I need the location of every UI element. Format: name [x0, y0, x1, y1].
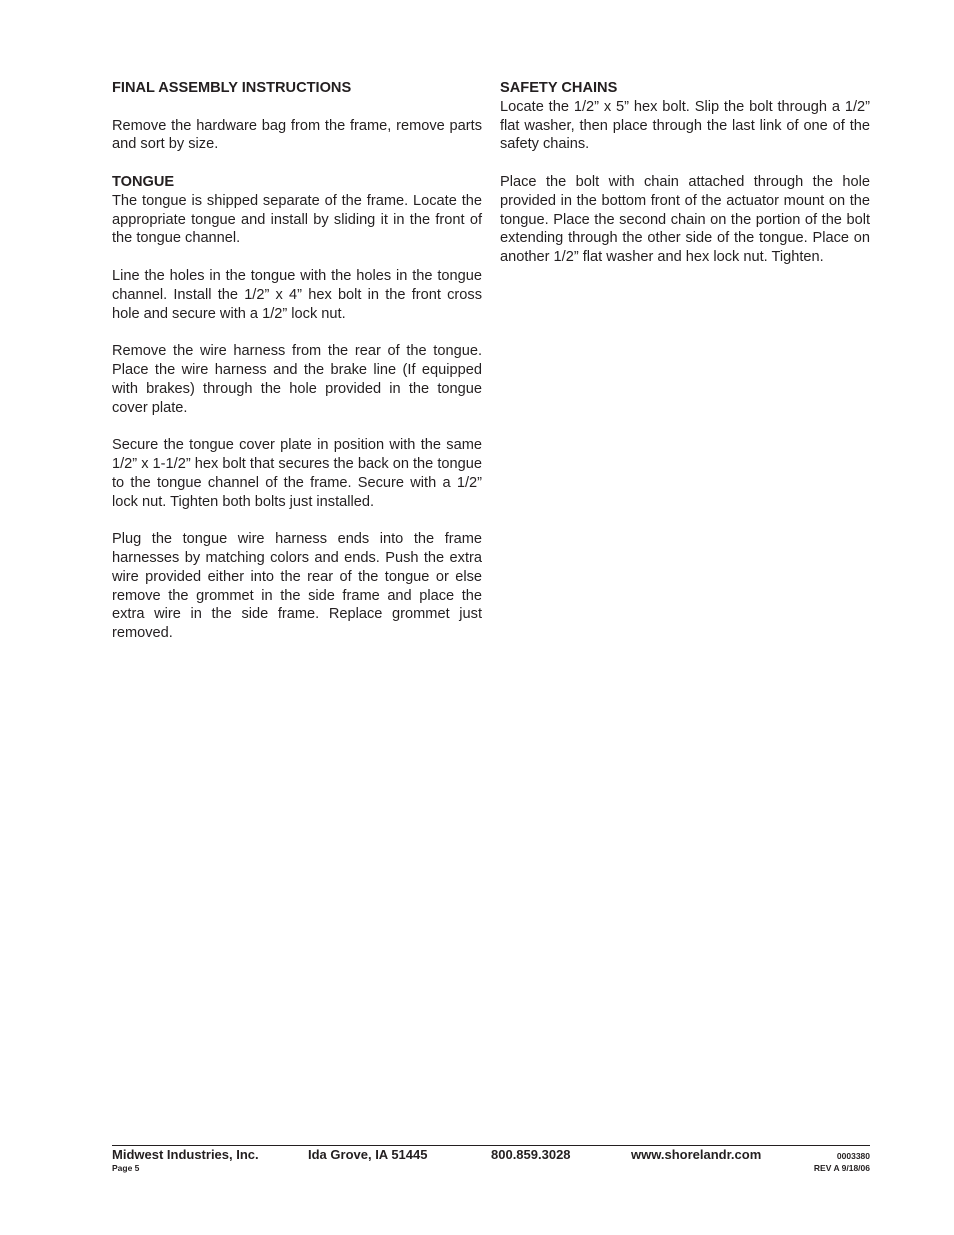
- footer-page-number: Page 5: [112, 1163, 140, 1173]
- tongue-paragraph-2: Line the holes in the tongue with the holes in the tongue channel. Install the 1/2” x 4” hex bolt in the front cross hole and secure with a 1/2” lock nut.: [112, 267, 482, 322]
- footer-divider: [112, 1145, 870, 1146]
- spacer: [500, 154, 870, 173]
- page-footer: [112, 1147, 870, 1177]
- tongue-heading: TONGUE: [112, 173, 175, 190]
- footer-doc-number: 0003380: [836, 1151, 870, 1161]
- safety-chains-heading: SAFETY CHAINS: [500, 80, 618, 96]
- footer-company: Midwest Industries, Inc.: [112, 1147, 259, 1162]
- intro-paragraph: Remove the hardware bag from the frame, remove parts and sort by size.: [112, 117, 482, 153]
- spacer: [112, 511, 482, 530]
- spacer: [112, 323, 482, 342]
- tongue-paragraph-3: Remove the wire harness from the rear of the tongue. Place the wire harness and the brake line (If equipped with brakes) through the hole provided in the tongue cover plate.: [112, 343, 482, 416]
- footer-revision: REV A 9/18/06: [813, 1163, 870, 1173]
- spacer: [112, 248, 482, 267]
- final-assembly-heading: FINAL ASSEMBLY INSTRUCTIONS: [112, 80, 352, 96]
- footer-phone: 800.859.3028: [491, 1147, 571, 1162]
- left-column: [112, 79, 482, 643]
- tongue-paragraph-5: Plug the tongue wire harness ends into the frame harnesses by matching colors and ends. Push the extra wire provided either into the rear of the tongue or else remove the grommet in the side frame and place the extra wire in the side frame. Replace grommet just removed.: [112, 531, 482, 642]
- tongue-paragraph-4: Secure the tongue cover plate in position with the same 1/2” x 1-1/2” hex bolt that secures the back on the tongue to the tongue channel of the frame. Secure with a 1/2” lock nut. Tighten both bolts just installed.: [112, 437, 482, 510]
- tongue-paragraph-1: The tongue is shipped separate of the frame. Locate the appropriate tongue and install by sliding it in the front of the tongue channel.: [112, 192, 482, 247]
- spacer: [112, 98, 482, 117]
- footer-city: Ida Grove, IA 51445: [308, 1147, 428, 1162]
- spacer: [112, 417, 482, 436]
- right-column: [500, 79, 870, 267]
- safety-chains-paragraph-2: Place the bolt with chain attached through the hole provided in the bottom front of the actuator mount on the tongue. Place the second chain on the portion of the bolt extending through the other side of the tongue. Place on another 1/2” flat washer and hex lock nut. Tighten.: [500, 173, 870, 266]
- footer-website: www.shorelandr.com: [631, 1147, 762, 1162]
- safety-chains-paragraph-1: Locate the 1/2” x 5” hex bolt. Slip the bolt through a 1/2” flat washer, then place through the last link of one of the safety chains.: [500, 98, 870, 153]
- spacer: [112, 154, 482, 173]
